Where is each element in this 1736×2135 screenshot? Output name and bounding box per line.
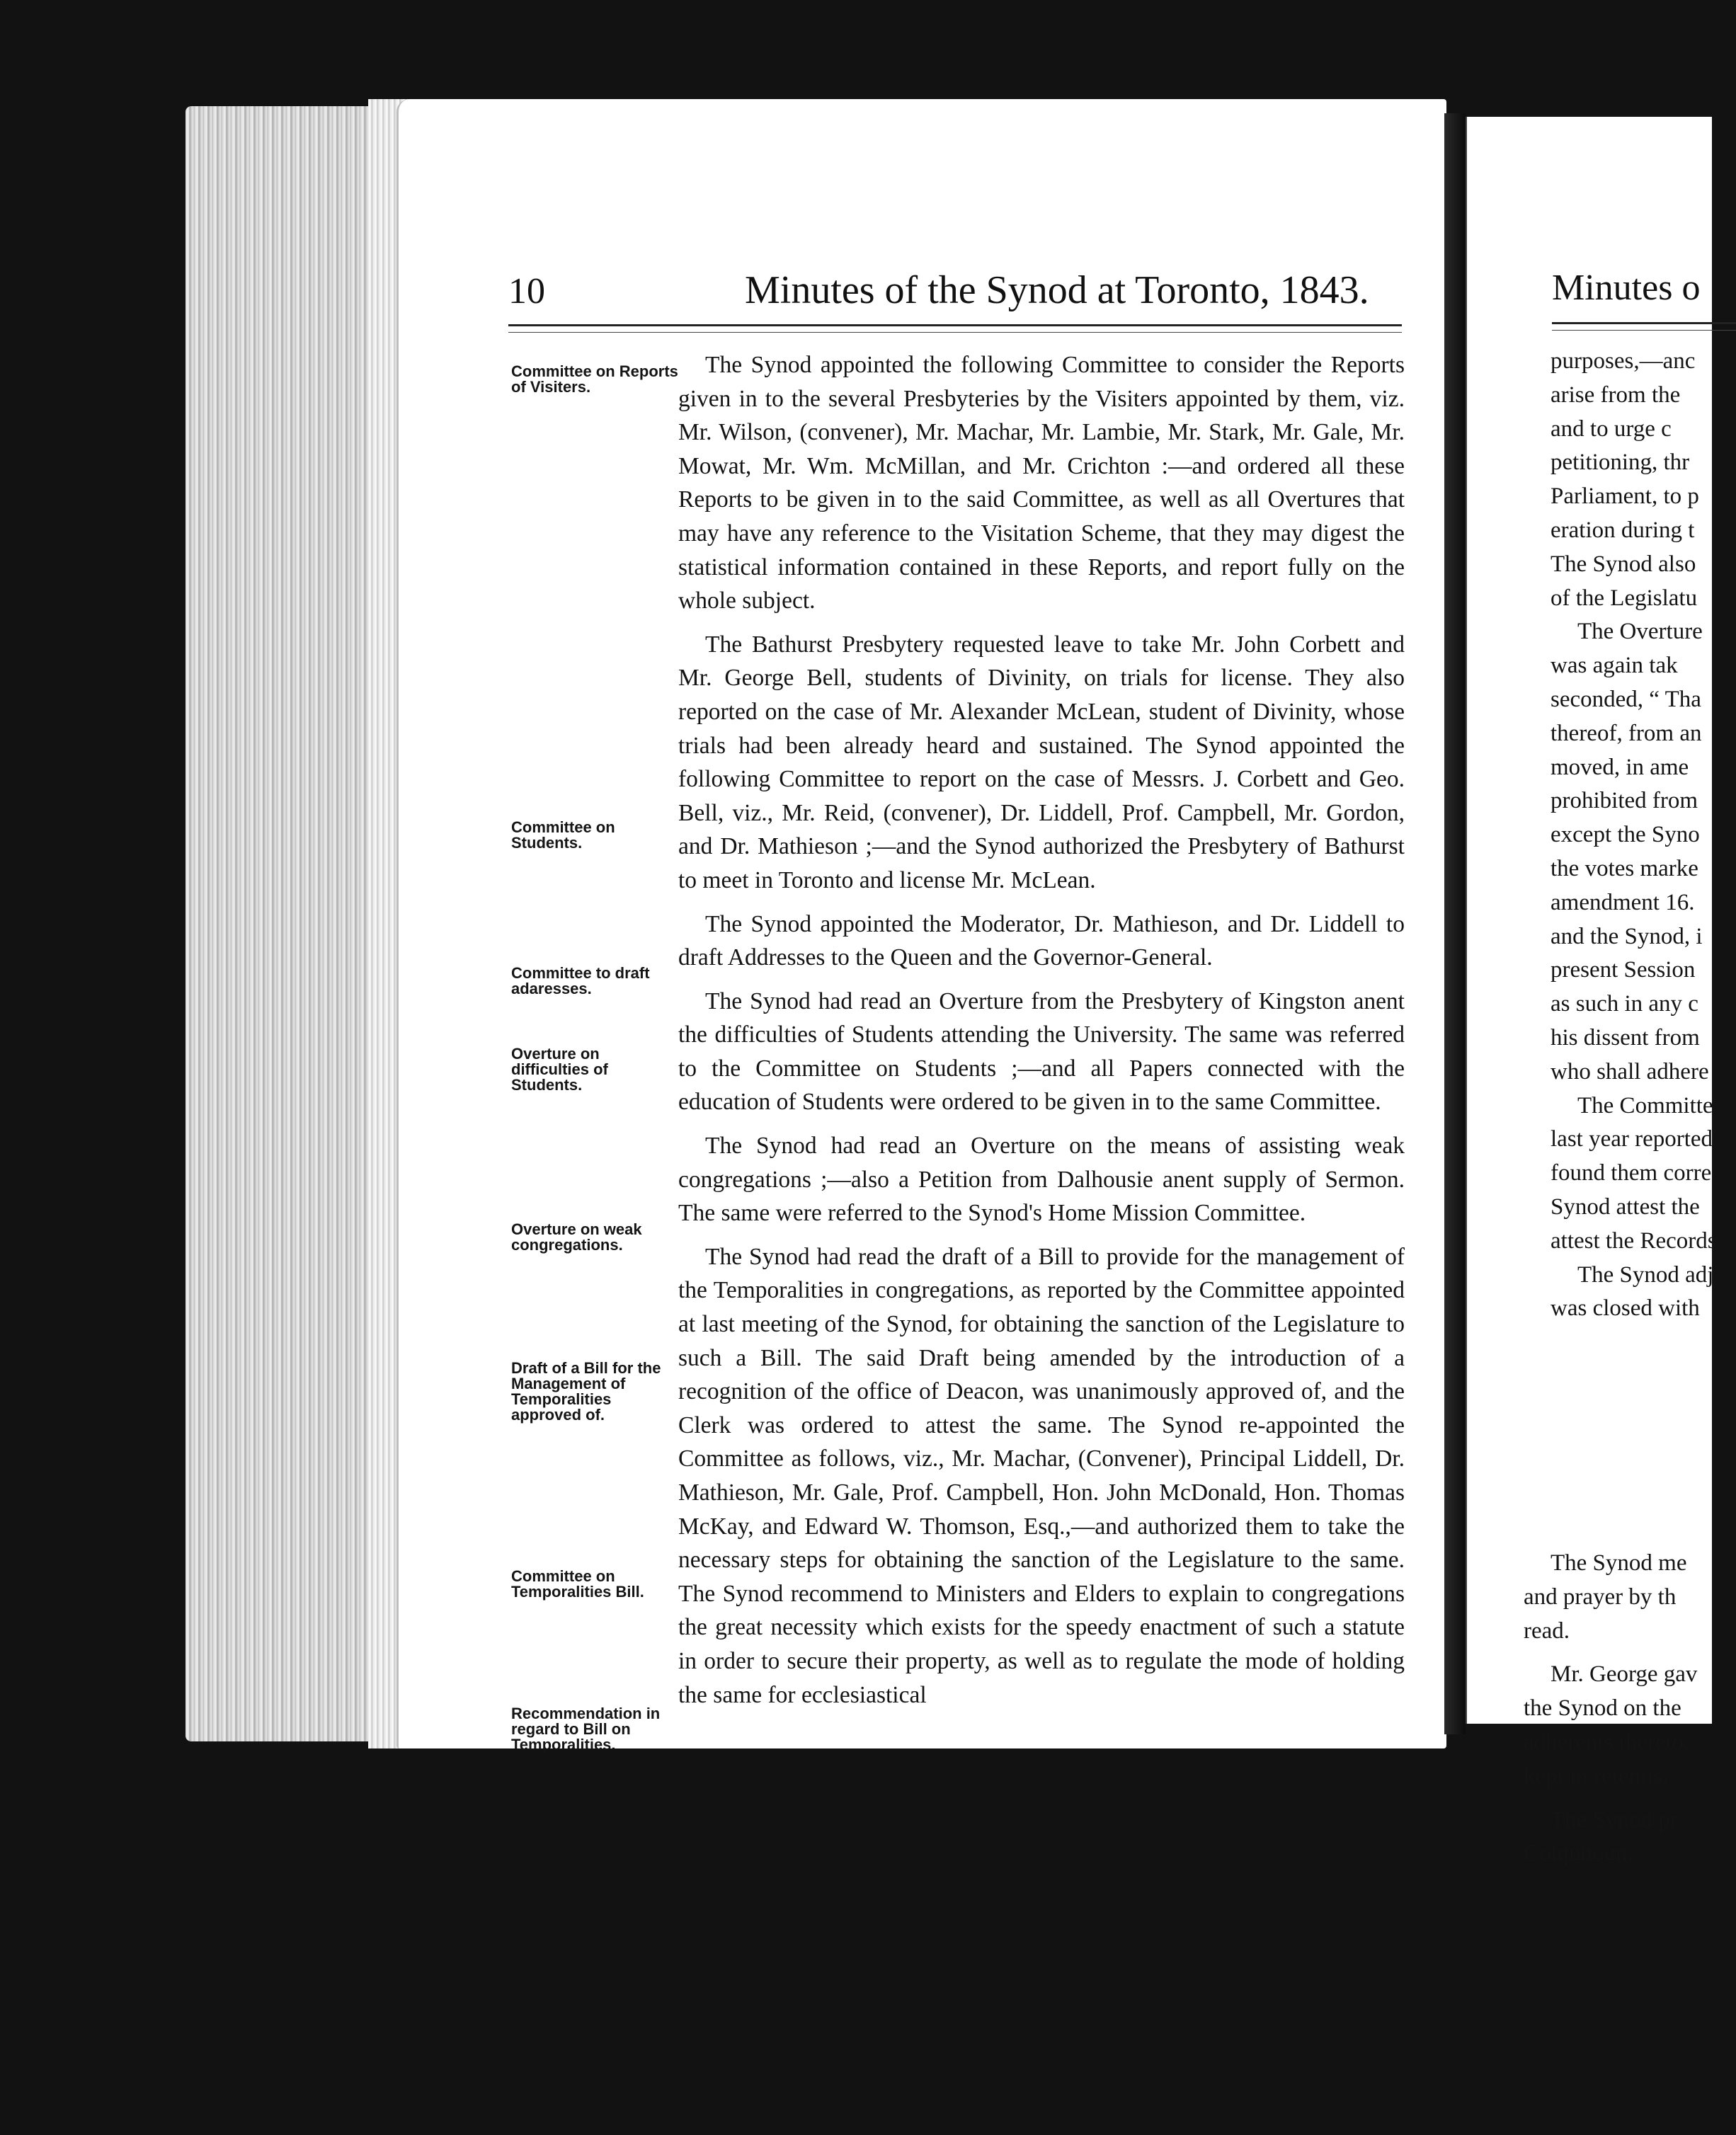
right-line: the Synod on the [1524, 1695, 1681, 1722]
margin-note-overture-students: Overture on difficulties of Students. [511, 1045, 608, 1094]
right-line: of the Legislatu [1551, 585, 1698, 611]
right-line: The Synod also [1551, 551, 1696, 577]
page-body [678, 348, 1405, 1722]
right-line: was closed with [1551, 1295, 1700, 1322]
right-line: seconded, “ Tha [1551, 686, 1701, 712]
right-line: read. [1524, 1618, 1570, 1644]
paragraph-addresses: The Synod appointed the Moderator, Dr. Mathieson, and Dr. Liddell to draft Addresses to the Queen and the Governor-General. [678, 910, 1405, 971]
right-line: the votes marke [1551, 855, 1698, 881]
right-line: arise from the [1551, 382, 1681, 408]
margin-note-visiters: Committee on Reports of Visiters. [511, 362, 678, 396]
right-line: The Overture [1577, 619, 1703, 645]
right-page-text-lower [1524, 1547, 1736, 1871]
book-page-edges [185, 106, 391, 1741]
margin-note-recommendation: Recommendation in regard to Bill on Temporalities. [511, 1705, 661, 1753]
right-line: was again tak [1551, 653, 1678, 679]
right-line: kept in retentis. [1524, 1763, 1669, 1789]
right-line: petitioning, thr [1551, 450, 1690, 476]
right-line: attest the Records [1551, 1227, 1717, 1254]
page-number: 10 [508, 271, 545, 311]
right-page-text-upper [1551, 345, 1735, 1326]
right-page [1466, 117, 1717, 1867]
right-line: Colquhoun. [1524, 1841, 1633, 1867]
running-title: Minutes of the Synod at Toronto, 1843. [745, 268, 1369, 312]
right-line: present Session [1551, 957, 1696, 983]
paragraph-weak-congregations: The Synod had read an Overture on the means of assisting weak congregations ;—also a Petition from Dalhousie anent supply of Sermon. The same were referred to the Synod's Home Mission Committee. [678, 1133, 1405, 1227]
margin-note-temporalities-committee: Committee on Temporalities Bill. [511, 1567, 644, 1601]
right-line: thereof, from an [1551, 720, 1702, 746]
right-line: The Synod pr [1551, 1807, 1678, 1833]
right-line: eration during t [1551, 517, 1695, 543]
right-line: as such in any c [1551, 991, 1698, 1017]
right-line: last year reported [1551, 1126, 1713, 1152]
right-line: and prayer by th [1524, 1584, 1677, 1610]
paragraph-bathurst-presbytery: The Bathurst Presbytery requested leave to take Mr. John Corbett and Mr. George Bell, students of Divinity, on trials for license. They also reported on the case of Mr. Alexander McLean, student of Divinity, whose trials had been already heard and sustained. The Synod appointed the following Committee to report on the case of Messrs. J. Corbett and Geo. Bell, viz., Mr. Reid, (convener), Dr. Liddell, Prof. Campbell, Mr. Gordon, and Dr. Mathieson ;—and the Synod authorized the Presbytery of Bathurst to meet in Toronto and license Mr. McLean. [678, 631, 1405, 893]
right-line: The Synod me [1551, 1550, 1687, 1576]
right-line: who shall adhere [1551, 1058, 1709, 1084]
right-line: amendment 16. [1551, 889, 1695, 915]
right-line: prohibited from [1551, 788, 1698, 814]
margin-note-addresses: Committee to draft adaresses. [511, 964, 650, 997]
right-line: Parliament, to p [1551, 483, 1699, 510]
paragraph-visiters-committee: The Synod appointed the following Committee to consider the Reports given in to the several Presbyteries by the Visiters appointed by them, viz. Mr. Wilson, (convener), Mr. Machar, Mr. Lambie, Mr. Stark, Mr. Gale, Mr. Mowat, Mr. Wm. McMillan, and Mr. Crichton :—and ordered all these Reports to be given in to the said Committee, as well as all Overtures that may have any reference to the Visitation Scheme, that they may digest the statistical information contained in these Reports, and report fully on the whole subject. [678, 352, 1405, 614]
right-line: Synod attest the [1551, 1194, 1700, 1220]
paragraph-kingston-overture: The Synod had read an Overture from the Presbytery of Kingston anent the difficulties of Students attending the University. The same was referred to the Committee on Students ;—and all Papers connected with the education of Students were ordered to be given in to the same Committee. [678, 988, 1405, 1116]
margin-note-draft-bill: Draft of a Bill for the Management of Temporalities approved of. [511, 1359, 661, 1424]
right-line: Mr. George gav [1551, 1661, 1698, 1688]
right-header-rule [1552, 322, 1736, 331]
right-line: purposes,—anc [1551, 348, 1696, 374]
right-line: moved, in ame [1551, 754, 1689, 780]
paragraph-temporalities-bill: The Synod had read the draft of a Bill to provide for the management of the Temporalities in congregations, as reported by the Committee appointed at last meeting of the Synod, for obtaining the sanction of the Legislature to such a Bill. The said Draft being amended by the introduction of a recognition of the office of Deacon, was unanimously approved of, and the Clerk was ordered to attest the same. The Synod re-appointed the Committee as follows, viz., Mr. Machar, (Convener), Principal Liddell, Dr. Mathieson, Mr. Gale, Prof. Campbell, Hon. John McDonald, Hon. Thomas McKay, and Edward W. Thomson, Esq.,—and authorized them to take the necessary steps for obtaining the sanction of the Legislature to the same. The Synod recommend to Ministers and Elders to explain to congregations the great necessity which exists for the speedy enactment of such a statute in order to secure their property, as well as to regulate the mode of holding the same for ecclesiastical [678, 1243, 1405, 1708]
right-line: found them corre [1551, 1160, 1712, 1186]
right-running-title: Minutes o [1552, 268, 1701, 308]
margin-note-students: Committee on Students. [511, 818, 615, 852]
right-line: adherents thereto. [1524, 1729, 1690, 1755]
book-gutter [1444, 113, 1466, 1734]
margin-note-weak-congregations: Overture on weak congregations. [511, 1220, 642, 1254]
right-line: and to urge c [1551, 416, 1672, 442]
right-line: his dissent from [1551, 1024, 1700, 1051]
right-line: The Committe [1577, 1092, 1713, 1118]
right-line: The Synod adj [1577, 1261, 1714, 1288]
right-line: and the Synod, i [1551, 923, 1703, 949]
right-line: except the Syno [1551, 822, 1700, 848]
header-double-rule [508, 324, 1402, 333]
